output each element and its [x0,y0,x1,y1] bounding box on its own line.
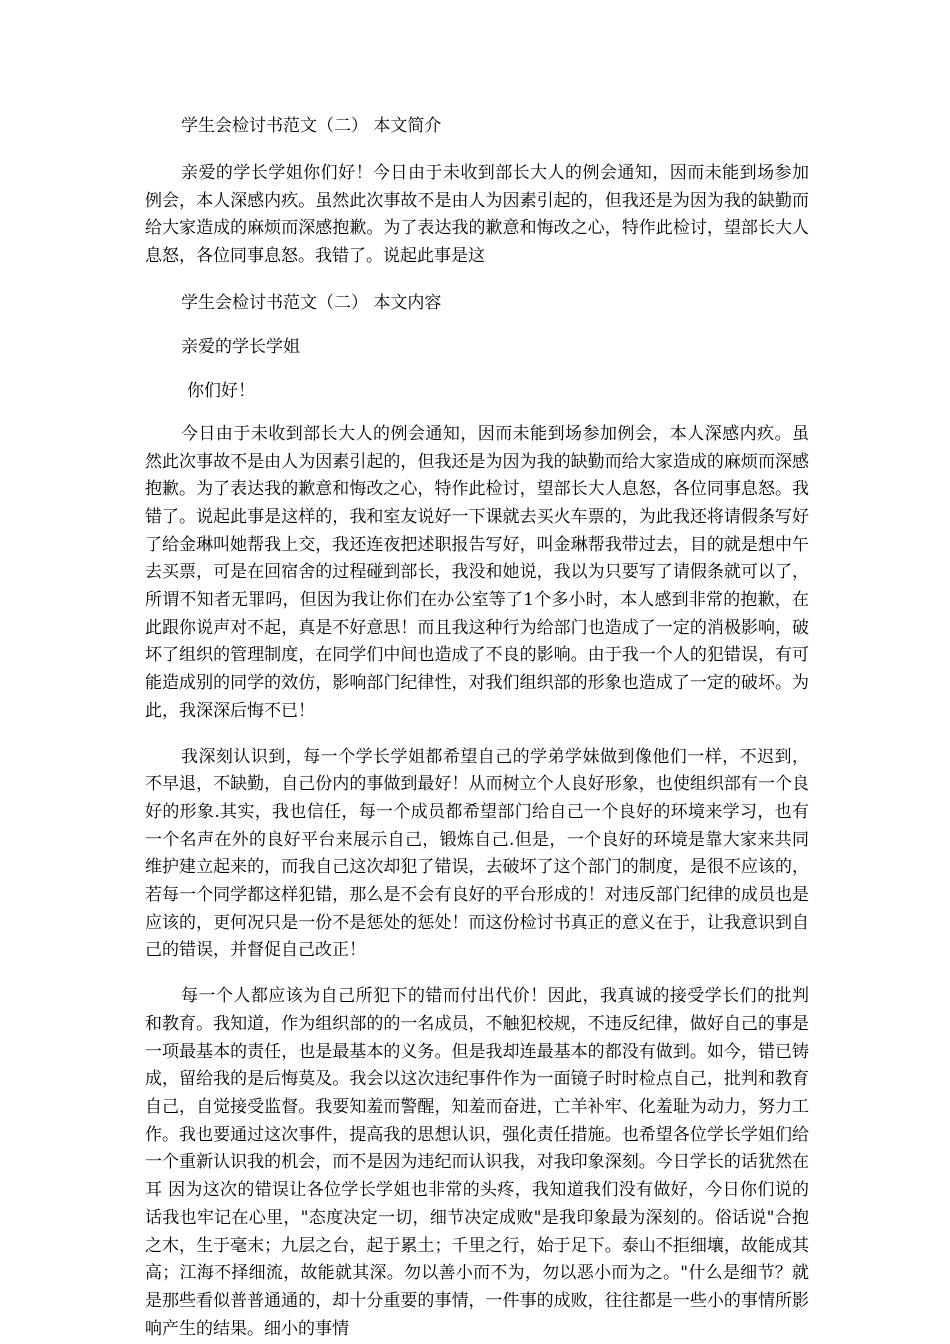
body-paragraph: 每一个人都应该为自己所犯下的错而付出代价！因此，我真诚的接受学长们的批判和教育。我知道，作为组织部的的一名成员，不触犯校规，不违反纪律，做好自己的事是一项最基本的责任，也是最基本的义务。但是我却连最基本的都没有做到。如今，错已铸成，留给我的是后悔莫及。我会以这次违纪事件作为一面镜子时时检点自己，批判和教育自己，自觉接受监督。我要知羞而警醒，知羞而奋进，亡羊补牢、化羞耻为动力，努力工作。我也要通过这次事件，提高我的思想认识，强化责任措施。也希望各位学长学姐们给一个重新认识我的机会，而不是因为违纪而认识我，对我印象深刻。今日学长的话犹然在耳 因为这次的错误让各位学长学姐也非常的头疼，我知道我们没有做好，今日你们说的话我也牢记在心里，"态度决定一切，细节决定成败"是我印象最为深刻的。俗话说"合抱之木，生于毫末；九层之台，起于累土；千里之行，始于足下。泰山不拒细壤，故能成其高；江海不择细流，故能就其深。勿以善小而不为，勿以恶小而为之。"什么是细节？就是那些看似普普通通的，却十分重要的事情，一件事的成败，往往都是一些小的事情所影响产生的结果。细小的事情 [145,986,809,1339]
content-heading: 学生会检讨书范文（二） 本文内容 [181,292,442,313]
salutation: 亲爱的学长学姐 [181,336,300,357]
document-page [145,112,809,1343]
body-paragraph: 我深刻认识到，每一个学长学姐都希望自己的学弟学妹做到像他们一样，不迟到，不早退，不缺勤，自己份内的事做到最好！从而树立个人良好形象，也使组织部有一个良好的形象.其实，我也信任，每一个成员都希望部门给自己一个良好的环境来学习，也有一个名声在外的良好平台来展示自己，锻炼自己.但是，一个良好的环境是靠大家来共同维护建立起来的，而我自己这次却犯了错误，去破坏了这个部门的制度，是很不应该的，若每一个同学都这样犯错，那么是不会有良好的平台形成的！对违反部门纪律的成员也是应该的，更何况只是一份不是惩处的惩处！而这份检讨书真正的意义在于，让我意识到自己的错误，并督促自己改正！ [145,746,809,961]
summary-heading: 学生会检讨书范文（二） 本文简介 [181,116,442,136]
body-paragraph: 今日由于未收到部长大人的例会通知，因而未能到场参加例会，本人深感内疚。虽然此次事故不是由人为因素引起的，但我还是为因为我的缺勤而给大家造成的麻烦而深感抱歉。为了表达我的歉意和悔改之心，特作此检讨，望部长大人息怒，各位同事息怒。我错了。说起此事是这样的，我和室友说好一下课就去买火车票的，为此我还将请假条写好了给金琳叫她帮我上交，我还连夜把述职报告写好，叫金琳帮我带过去，目的就是想中午去买票，可是在回宿舍的过程碰到部长，我没和她说，我以为只要写了请假条就可以了，所谓不知者无罪吗，但因为我让你们在办公室等了1个多小时，本人感到非常的抱歉，在此跟你说声对不起，真是不好意思！而且我这种行为给部门也造成了一定的消极影响，破坏了组织的管理制度，在同学们中间也造成了不良的影响。由于我一个人的犯错误，有可能造成别的同学的效仿，影响部门纪律性，对我们组织部的形象也造成了一定的破坏。为此，我深深后悔不已！ [145,423,809,721]
greeting: 你们好！ [187,380,255,401]
summary-text: 亲爱的学长学姐你们好！今日由于未收到部长大人的例会通知，因而未能到场参加例会，本人深感内疚。虽然此次事故不是由人为因素引起的，但我还是为因为我的缺勤而给大家造成的麻烦而深感抱歉。为了表达我的歉意和悔改之心，特作此检讨，望部长大人息怒，各位同事息怒。我错了。说起此事是这 [145,163,809,267]
